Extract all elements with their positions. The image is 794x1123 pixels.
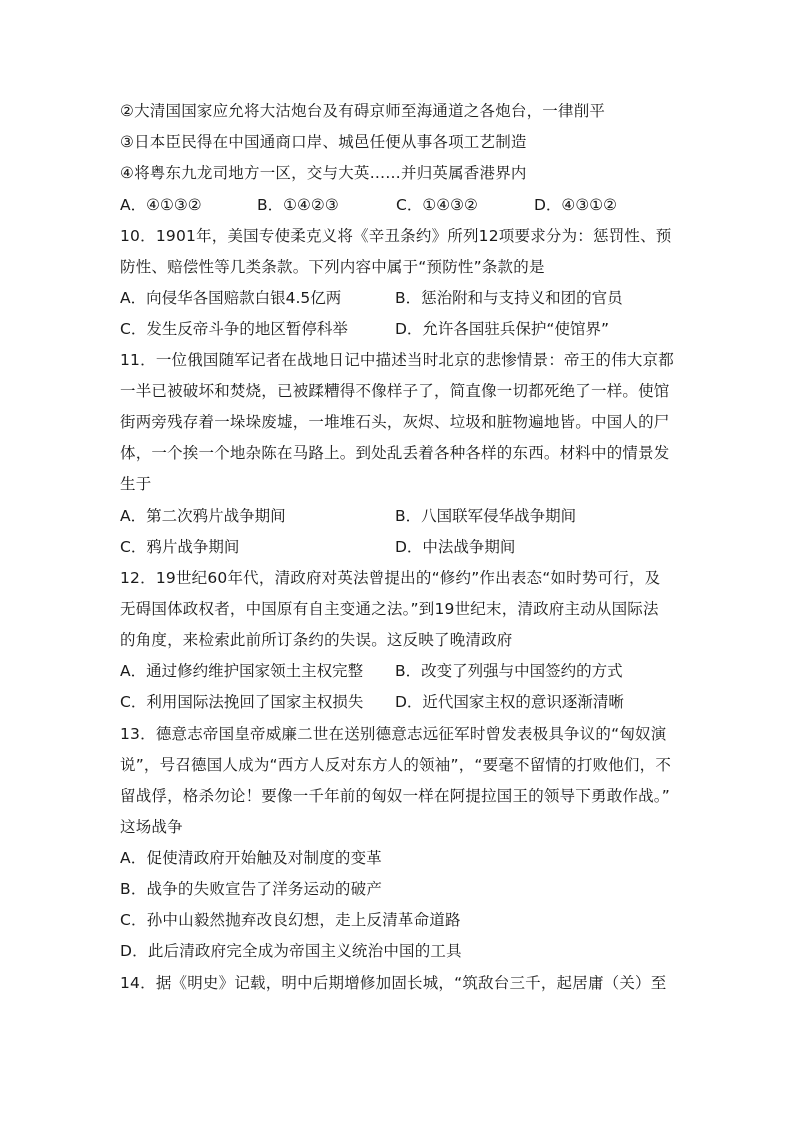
q13-option-b[interactable]: B．战争的失败宣告了洋务运动的破产 <box>120 880 383 898</box>
q12-stem-2: 无碍国体政权者，中国原有自主变通之法。”到19世纪末，清政府主动从国际法 <box>120 600 659 618</box>
q11-option-b[interactable]: B．八国联军侵华战争期间 <box>395 507 577 525</box>
q10-option-c[interactable]: C．发生反帝斗争的地区暂停科举 <box>120 320 348 338</box>
q10-stem-1: 10．1901年，美国专使柔克义将《辛丑条约》所列12项要求分为：惩罚性、预 <box>120 227 672 245</box>
q9-item-4: ④将粤东九龙司地方一区，交与大英……并归英属香港界内 <box>120 164 527 182</box>
q12-stem-1: 12．19世纪60年代，清政府对英法曾提出的“修约”作出表态“如时势可行，及 <box>120 569 661 587</box>
q13-option-c[interactable]: C．孙中山毅然抛弃改良幻想，走上反清革命道路 <box>120 911 461 929</box>
q11-stem-4: 体，一个挨一个地杂陈在马路上。到处乱丢着各种各样的东西。材料中的情景发 <box>120 444 670 462</box>
q9-option-c[interactable]: C．①④③② <box>396 196 478 214</box>
q9-option-b[interactable]: B．①④②③ <box>257 196 339 214</box>
q12-option-d[interactable]: D．近代国家主权的意识逐渐清晰 <box>395 693 624 711</box>
q9-item-2: ②大清国国家应允将大沽炮台及有碍京师至海通道之各炮台，一律削平 <box>120 102 606 120</box>
q14-stem-1: 14．据《明史》记载，明中后期增修加固长城，“筑敌台三千，起居庸（关）至 <box>120 974 667 992</box>
q11-option-c[interactable]: C．鸦片战争期间 <box>120 538 240 556</box>
q13-option-d[interactable]: D．此后清政府完全成为帝国主义统治中国的工具 <box>120 942 462 960</box>
q12-option-b[interactable]: B．改变了列强与中国签约的方式 <box>395 662 623 680</box>
q11-option-a[interactable]: A．第二次鸦片战争期间 <box>120 507 286 525</box>
q10-stem-2: 防性、赔偿性等几类条款。下列内容中属于“预防性”条款的是 <box>120 258 545 276</box>
q13-option-a[interactable]: A．促使清政府开始触及对制度的变革 <box>120 849 383 867</box>
q10-option-b[interactable]: B．惩治附和与支持义和团的官员 <box>395 289 623 307</box>
q12-option-c[interactable]: C．利用国际法挽回了国家主权损失 <box>120 693 364 711</box>
q11-stem-1: 11．一位俄国随军记者在战地日记中描述当时北京的悲惨情景：帝王的伟大京都 <box>120 351 674 369</box>
q13-stem-2: 说”，号召德国人成为“西方人反对东方人的领袖”，“要毫不留情的打败他们，不 <box>120 756 672 774</box>
q9-item-3: ③日本臣民得在中国通商口岸、城邑任便从事各项工艺制造 <box>120 133 527 151</box>
q13-stem-1: 13．德意志帝国皇帝威廉二世在送别德意志远征军时曾发表极具争议的“匈奴演 <box>120 725 667 743</box>
q12-stem-3: 的角度，来检索此前所订条约的失误。这反映了晚清政府 <box>120 631 513 649</box>
q10-option-d[interactable]: D．允许各国驻兵保护“使馆界” <box>395 320 609 338</box>
q9-option-d[interactable]: D．④③①② <box>534 196 618 214</box>
q9-option-a[interactable]: A．④①③② <box>120 196 202 214</box>
q13-stem-4: 这场战争 <box>120 818 183 836</box>
q10-option-a[interactable]: A．向侵华各国赔款白银4.5亿两 <box>120 289 342 307</box>
q11-stem-3: 街两旁残存着一垛垛废墟，一堆堆石头，灰烬、垃圾和脏物遍地皆。中国人的尸 <box>120 413 670 431</box>
q11-option-d[interactable]: D．中法战争期间 <box>395 538 516 556</box>
q11-stem-5: 生于 <box>120 475 152 493</box>
q13-stem-3: 留战俘，格杀勿论！要像一千年前的匈奴一样在阿提拉国王的领导下勇敢作战。” <box>120 787 670 805</box>
q12-option-a[interactable]: A．通过修约维护国家领土主权完整 <box>120 662 364 680</box>
q11-stem-2: 一半已被破坏和焚烧，已被蹂糟得不像样子了，简直像一切都死绝了一样。使馆 <box>120 382 670 400</box>
